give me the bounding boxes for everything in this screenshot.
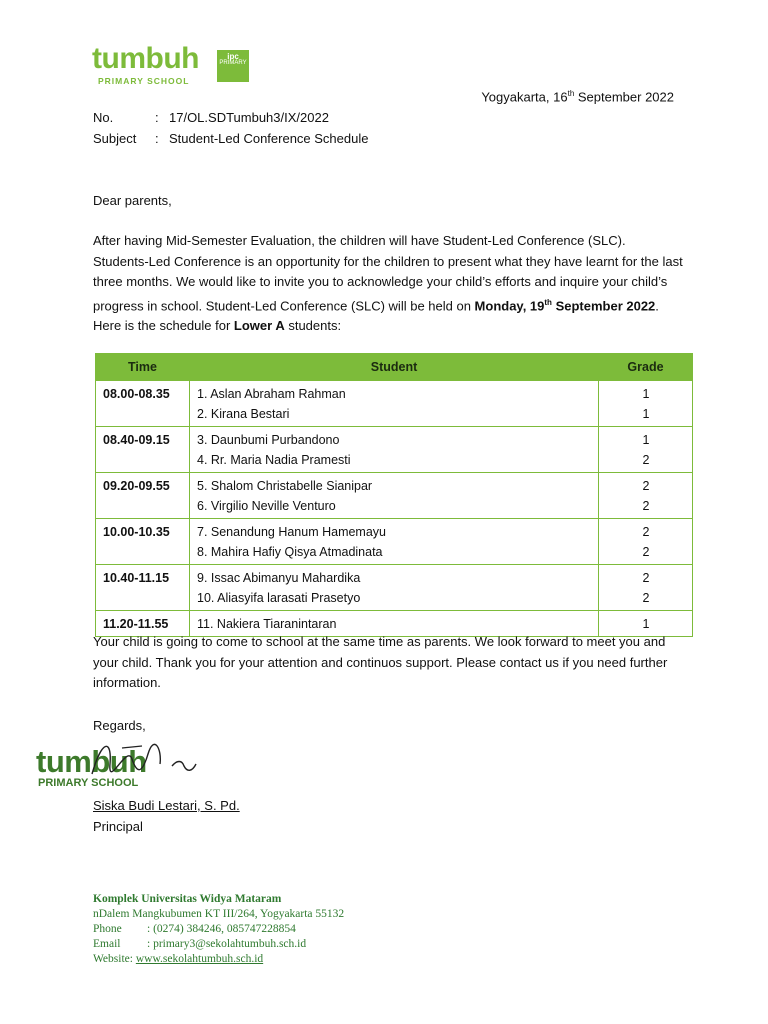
cell-time: 10.40-11.15 (96, 565, 190, 611)
student-name: 2. Kirana Bestari (197, 407, 290, 421)
letter-subject: Subject : Student-Led Conference Schedule (93, 131, 369, 146)
cell-grades (599, 427, 693, 473)
cell-grades (599, 565, 693, 611)
signature-scribble-icon (82, 734, 202, 784)
cell-students (190, 565, 599, 611)
letter-number: No. : 17/OL.SDTumbuh3/IX/2022 (93, 110, 329, 125)
table-row (96, 565, 693, 611)
footer-contact (93, 892, 344, 967)
cell-time: 10.00-10.35 (96, 519, 190, 565)
student-name: 6. Virgilio Neville Venturo (197, 499, 336, 513)
student-grade: 1 (642, 617, 650, 631)
logo-badge-top: ipc (227, 52, 239, 61)
footer-address: nDalem Mangkubumen KT III/264, Yogyakarta 55132 (93, 908, 345, 920)
student-grade: 2 (642, 571, 650, 585)
footer-email: Email : primary3@sekolahtumbuh.sch.id (93, 938, 307, 950)
cell-time: 09.20-09.55 (96, 473, 190, 519)
table-header-row (96, 354, 693, 381)
logo-badge-icon (217, 50, 249, 82)
student-grade: 2 (642, 545, 650, 559)
closing-regards: Regards, (93, 718, 146, 733)
closing-paragraph: Your child is going to come to school at the same time as parents. We look forward to meet you and your child. Thank you for your attention and continuos support. Please contact us if you need further information. (93, 634, 668, 690)
student-grade: 1 (642, 407, 650, 421)
schedule-table (95, 353, 693, 637)
student-grade: 2 (642, 591, 650, 605)
cell-time: 08.40-09.15 (96, 427, 190, 473)
student-name: 4. Rr. Maria Nadia Pramesti (197, 453, 351, 467)
cell-students (190, 473, 599, 519)
header-student: Student (190, 354, 599, 381)
cell-students (190, 519, 599, 565)
student-grade: 2 (642, 453, 650, 467)
cell-grades (599, 473, 693, 519)
cell-students (190, 427, 599, 473)
student-name: 9. Issac Abimanyu Mahardika (197, 571, 361, 585)
student-grade: 1 (642, 433, 650, 447)
cell-time: 08.00-08.35 (96, 381, 190, 427)
footer-website: Website: www.sekolahtumbuh.sch.id (93, 953, 264, 965)
student-name: 1. Aslan Abraham Rahman (197, 387, 346, 401)
table-row (96, 519, 693, 565)
stamp-wordmark: tumbuh (36, 744, 147, 779)
cell-time: 11.20-11.55 (96, 611, 190, 637)
logo-subtitle: PRIMARY SCHOOL (98, 76, 190, 86)
student-name: 3. Daunbumi Purbandono (197, 433, 340, 447)
logo-badge-text: PRIMARY (219, 60, 247, 66)
footer-phone: Phone : (0274) 384246, 085747228854 (93, 923, 296, 935)
student-name: 8. Mahira Hafiy Qisya Atmadinata (197, 545, 383, 559)
student-name: 7. Senandung Hanum Hamemayu (197, 525, 387, 539)
student-grade: 2 (642, 525, 650, 539)
header-grade: Grade (599, 354, 693, 381)
student-name: 10. Aliasyifa larasati Prasetyo (197, 591, 361, 605)
cell-students (190, 381, 599, 427)
principal-name: Siska Budi Lestari, S. Pd. (93, 798, 240, 813)
footer-org: Komplek Universitas Widya Mataram (93, 893, 282, 905)
stamp-subtitle: PRIMARY SCHOOL (38, 777, 139, 789)
letter-date: Yogyakarta, 16th September 2022 (481, 89, 674, 105)
cell-grades (599, 519, 693, 565)
principal-title: Principal (93, 819, 143, 834)
student-grade: 2 (642, 499, 650, 513)
school-logo (92, 42, 262, 88)
table-row (96, 473, 693, 519)
salutation: Dear parents, (93, 193, 172, 208)
logo-wordmark: tumbuh (92, 42, 199, 75)
student-grade: 2 (642, 479, 650, 493)
website-link[interactable]: www.sekolahtumbuh.sch.id (135, 953, 264, 965)
cell-grades (599, 381, 693, 427)
table-row (96, 381, 693, 427)
student-name: 5. Shalom Christabelle Sianipar (197, 479, 373, 493)
student-name: 11. Nakiera Tiaranintaran (197, 617, 337, 631)
header-time: Time (96, 354, 190, 381)
intro-paragraph: After having Mid-Semester Evaluation, the children will have Student-Led Conference (SLC). Students-Led Conference is an opportunity for the children to present what they have learnt for the last three months. We would like to invite you to acknowledge your child’s efforts and inquire your child’s progress in school. Student-Led Conference (SLC) will be held on Monday, 19th September 2022. Here is the schedule for Lower A students: (93, 233, 683, 334)
table-row (96, 427, 693, 473)
student-grade: 1 (642, 387, 650, 401)
